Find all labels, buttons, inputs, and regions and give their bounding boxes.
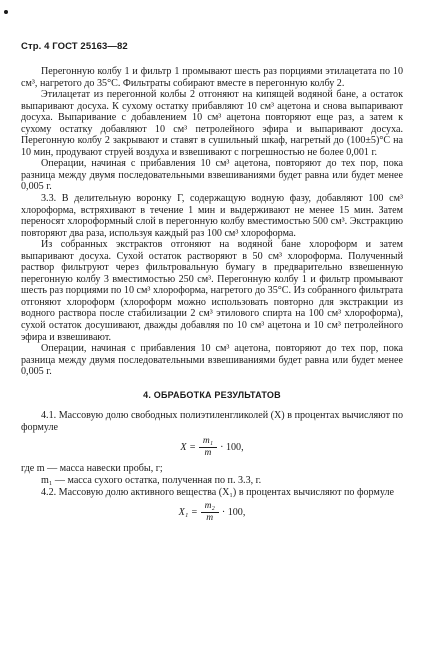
- formula-lhs: X₁ =: [178, 506, 198, 518]
- formula-tail: · 100,: [221, 506, 246, 518]
- paragraph: Операции, начиная с прибавления 10 см³ ацетона, повторяют до тех пор, пока разница между двумя последовательными взвешиваниями будет равна или будет менее 0,005 г.: [21, 343, 403, 378]
- paragraph: Из собранных экстрактов отгоняют на водяной бане хлороформ и затем выпаривают досуха. Сухой остаток растворяют в 50 см³ хлороформа. Полученный раствор фильтруют через фильтровальную бумагу в предварительно взвешенную перегонную колбу 3 вместимостью 250 см³. Перегонную колбу 1 и фильтр промывают шесть раз порциями по 10 см³ хлороформа, нагретого до 35°С. Из собранного фильтрата отгоняют хлороформ (хлороформ можно использовать повторно для экстракции из водного раствора после стабилизации 2 см³ этилового спирта на 100 см³ хлороформа), сухой остаток досушивают, дважды добавляя по 10 см³ ацетона и 10 см³ петролейного эфира и взвешивают.: [21, 239, 403, 343]
- fraction: [201, 501, 219, 524]
- m1-definition: m₁ — масса сухого остатка, полученная по п. 3.3, г.: [41, 474, 262, 486]
- paragraph-4-2: 4.2. Массовую долю активного вещества (X₁) в процентах вычисляют по формуле: [41, 486, 394, 498]
- numerator: m₁: [199, 436, 217, 448]
- formula-tail: · 100,: [220, 442, 244, 454]
- paragraph-4-1: 4.1. Массовую долю свободных полиэтиленгликолей (X) в процентах вычисляют по формуле: [21, 410, 403, 433]
- paragraph: Этилацетат из перегонной колбы 2 отгоняют на кипящей водяной бане, а остаток выпаривают досуха. К сухому остатку прибавляют 10 см³ ацетона и снова выпаривают досуха. Выпаривание с добавлением 10 см³ ацетона повторяют еще раз, а затем к сухому остатку добавляют 10 см³ петролейного эфира и выпаривают досуха. Перегонную колбу 2 закрывают и ставят в сушильный шкаф, нагретый до (100±5)°С на 10 мин, продувают струей воздуха и взвешивают с погрешностью не более 0,001 г.: [21, 89, 403, 158]
- section-title: 4. ОБРАБОТКА РЕЗУЛЬТАТОВ: [143, 389, 281, 400]
- formula-lhs: X =: [180, 442, 196, 454]
- paragraph: Перегонную колбу 1 и фильтр 1 промывают шесть раз порциями этилацетата по 10 см³, нагретого до 35°С. Фильтраты собирают вместе в перегонную колбу 2.: [21, 66, 403, 89]
- where-line: где m — масса навески пробы, г;: [21, 463, 163, 475]
- page-header: Стр. 4 ГОСТ 25163—82: [21, 41, 128, 52]
- paragraph: 3.3. В делительную воронку Г, содержащую водную фазу, добавляют 100 см³ хлороформа, встряхивают в течение 1 мин и выдерживают не менее 15 мин. Затем переносят хлороформный слой в перегонную колбу вместимостью 500 см³. Экстракцию повторяют два раза, используя каждый раз 100 см³ хлороформа.: [21, 193, 403, 239]
- denominator: m: [206, 513, 214, 524]
- document-body: [21, 66, 403, 528]
- paragraph: Операции, начиная с прибавления 10 см³ ацетона, повторяют до тех пор, пока разница между двумя последовательными взвешиваниями будет равна или будет менее 0,005 г.: [21, 158, 403, 193]
- fraction: [199, 436, 217, 459]
- page-mark: [4, 10, 8, 14]
- numerator: m₂: [201, 501, 219, 513]
- denominator: m: [204, 448, 212, 459]
- formula-x: [21, 436, 403, 459]
- formula-x1: [21, 501, 403, 524]
